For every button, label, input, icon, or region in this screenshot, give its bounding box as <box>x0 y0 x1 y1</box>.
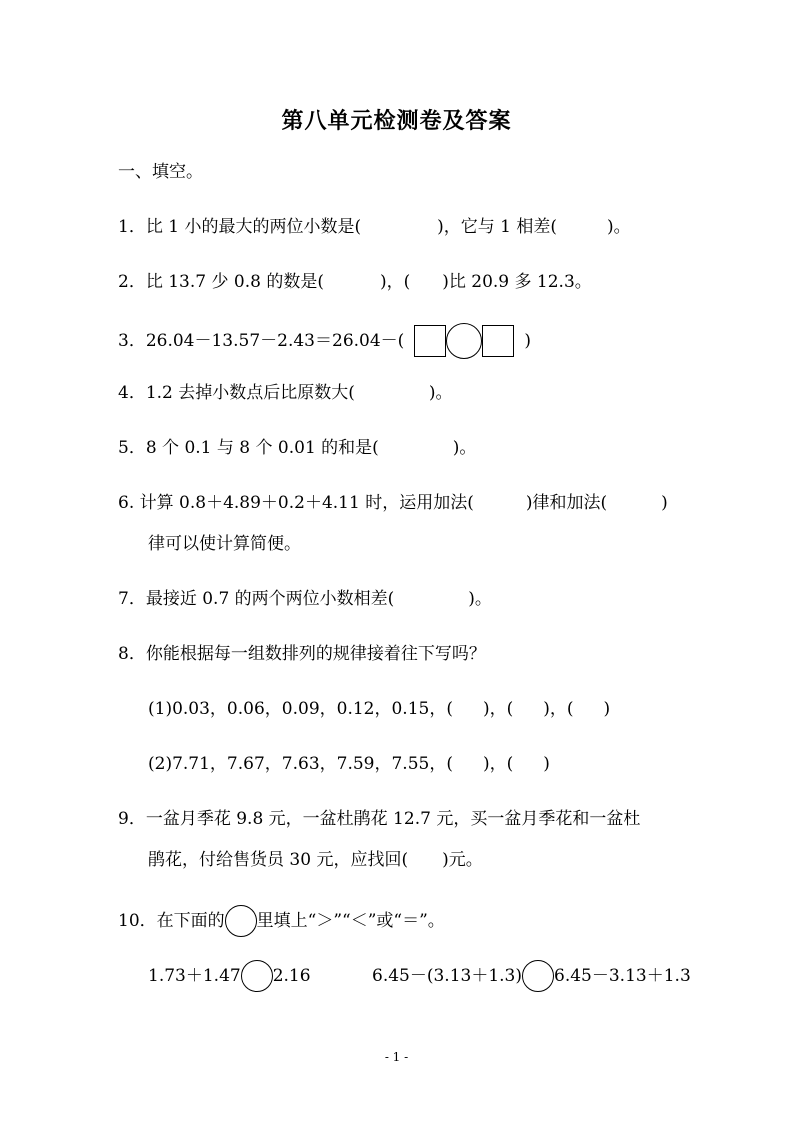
q5-text-b: )。 <box>452 438 477 458</box>
q8-s1-text-c: )，( <box>543 699 574 719</box>
q5-text-a: 5．8 个 0.1 与 8 个 0.01 的和是( <box>118 438 379 458</box>
q10-compare-circle-2[interactable] <box>522 960 554 992</box>
q10-expr-2-right: 6.45－3.13＋1.3 <box>554 966 691 986</box>
q1-text-c: )。 <box>606 217 631 237</box>
section-heading <box>118 158 203 186</box>
q10-compare-circle-1[interactable] <box>241 960 273 992</box>
question-10-expr-2 <box>372 958 691 994</box>
section-label: 一、填空。 <box>118 162 203 182</box>
q9-text-a: 9．一盆月季花 9.8 元，一盆杜鹃花 12.7 元，买一盆月季花和一盆杜 <box>118 809 641 829</box>
question-8 <box>118 640 486 668</box>
q2-text-c: )比 20.9 多 12.3。 <box>442 272 592 292</box>
q2-text-b: )，( <box>379 272 411 292</box>
q1-text-b: )，它与 1 相差( <box>437 217 557 237</box>
q10-text-b: 里填上“＞”“＜”或“＝”。 <box>256 911 445 931</box>
question-1 <box>118 213 631 241</box>
q10-expr-1-left: 1.73＋1.47 <box>148 966 241 986</box>
page-number: - 1 - <box>384 1050 409 1064</box>
question-8-part-2 <box>148 750 550 778</box>
q10-text-a: 10．在下面的 <box>118 911 225 931</box>
q4-text-b: )。 <box>428 383 453 403</box>
q8-s1-text-d: ) <box>603 699 611 719</box>
question-9-cont <box>148 846 483 874</box>
q4-text-a: 4．1.2 去掉小数点后比原数大( <box>118 383 355 403</box>
question-10-expr-1 <box>148 958 311 994</box>
question-10 <box>118 903 445 939</box>
q10-circle-example <box>225 905 257 937</box>
question-7 <box>118 585 492 613</box>
q8-s2-text-a: (2)7.71，7.67，7.63，7.59，7.55，( <box>148 754 453 774</box>
q6-text-d: 律可以使计算简便。 <box>148 534 301 554</box>
q9-text-b: 鹃花，付给售货员 30 元，应找回( <box>148 850 409 870</box>
q8-s2-text-c: ) <box>543 754 550 774</box>
question-6 <box>118 489 668 517</box>
q3-circle-box[interactable] <box>446 323 482 359</box>
question-2 <box>118 268 592 296</box>
q8-s2-text-b: )，( <box>482 754 514 774</box>
question-4 <box>118 379 453 407</box>
question-6-cont <box>148 530 301 558</box>
q9-text-c: )元。 <box>442 850 483 870</box>
question-3 <box>118 323 531 359</box>
q10-expr-1-right: 2.16 <box>272 966 311 986</box>
q6-text-c: ) <box>661 493 668 513</box>
q7-text-a: 7．最接近 0.7 的两个两位小数相差( <box>118 589 395 609</box>
question-9 <box>118 805 640 833</box>
q3-square-box-1[interactable] <box>414 325 446 357</box>
q2-text-a: 2．比 13.7 少 0.8 的数是( <box>118 272 324 292</box>
page-title: 第八单元检测卷及答案 <box>281 109 512 134</box>
q6-text-b: )律和加法( <box>525 493 608 513</box>
q10-expr-2-left: 6.45－(3.13＋1.3) <box>372 966 523 986</box>
q7-text-b: )。 <box>468 589 492 609</box>
q3-square-box-2[interactable] <box>482 325 514 357</box>
question-5 <box>118 434 476 462</box>
question-8-part-1 <box>148 695 610 723</box>
q6-text-a: 6. 计算 0.8＋4.89＋0.2＋4.11 时，运用加法( <box>118 493 474 513</box>
q8-s1-text-b: )，( <box>482 699 514 719</box>
q1-text-a: 1．比 1 小的最大的两位小数是( <box>118 217 362 237</box>
q8-s1-text-a: (1)0.03，0.06，0.09，0.12，0.15，( <box>148 699 453 719</box>
q8-text-a: 8．你能根据每一组数排列的规律接着往下写吗？ <box>118 644 486 664</box>
q3-text-a: 3．26.04－13.57－2.43＝26.04－( <box>118 331 405 351</box>
q3-text-b: ) <box>524 331 531 351</box>
